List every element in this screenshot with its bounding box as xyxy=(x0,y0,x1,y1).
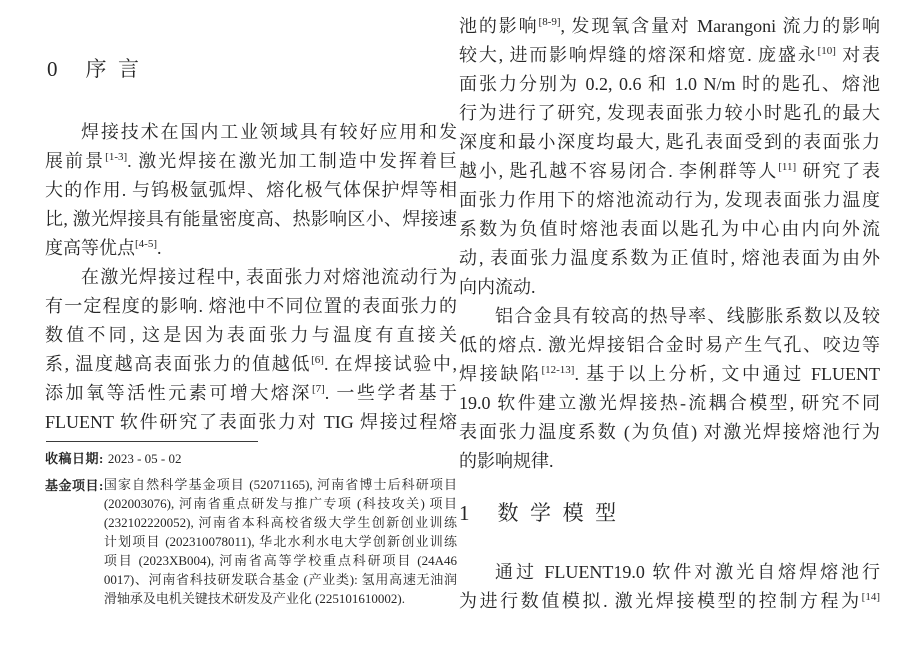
fund-project-row xyxy=(45,475,457,608)
text-line: 展前景[1-3]. 激光焊接在激光加工制造中发挥着巨 xyxy=(45,151,457,171)
text-line: 度高等优点[4-5]. xyxy=(45,238,162,258)
citation-ref: [8-9] xyxy=(538,16,561,28)
section-title: 序言 xyxy=(85,57,151,81)
text-line: 19.0 软件建立激光焊接热-流耦合模型, 研究不同 xyxy=(459,393,880,413)
citation-ref: [6] xyxy=(311,354,324,366)
text-line: 池的影响[8-9], 发现氧含量对 Marangoni 流力的影响 xyxy=(459,16,880,36)
text-line: 动, 表面张力温度系数为正值时, 熔池表面为由外 xyxy=(459,248,880,268)
citation-ref: [11] xyxy=(778,161,797,173)
fund-line: 滑轴承及电机关键技术研发及产业化 (225101610002). xyxy=(103,591,406,606)
received-date-value: 2023 - 05 - 02 xyxy=(107,451,182,466)
paragraph xyxy=(459,302,880,476)
fund-lines xyxy=(104,475,457,608)
citation-ref: [12-13] xyxy=(541,364,575,376)
text-line: 大的作用. 与钨极氩弧焊、熔化极气体保护焊等相 xyxy=(45,180,457,200)
fund-line: 国家自然科学基金项目 (52071165), 河南省博士后科研项目 xyxy=(103,477,457,492)
text-line: 深度和最小深度均最大, 匙孔表面受到的表面张力 xyxy=(459,132,880,152)
text-line: 较大, 进而影响焊缝的熔深和熔宽. 庞盛永[10] 对表 xyxy=(459,45,880,65)
received-date-label: 收稿日期: xyxy=(45,451,104,466)
citation-ref: [4-5] xyxy=(135,238,157,250)
text-line: 焊接技术在国内工业领域具有较好应用和发 xyxy=(81,122,457,142)
text-line: 越小, 匙孔越不容易闭合. 李俐群等人[11] 研究了表 xyxy=(459,161,880,181)
text-line: 面张力作用下的熔池流动行为, 发现表面张力温度 xyxy=(459,190,880,210)
received-date-row xyxy=(45,449,457,468)
text-line: 行为进行了研究, 发现表面张力较小时匙孔的最大 xyxy=(459,103,880,123)
fund-project-label: 基金项目: xyxy=(45,478,104,493)
text-line: FLUENT 软件研究了表面张力对 TIG 焊接过程熔 xyxy=(45,412,457,432)
citation-ref: [14] xyxy=(861,591,880,603)
text-line: 有一定程度的影响. 熔池中不同位置的表面张力的 xyxy=(45,296,457,316)
section-number: 1 xyxy=(459,501,470,525)
text-line: 铝合金具有较高的热导率、线膨胀系数以及较 xyxy=(495,306,880,326)
text-line: 系, 温度越高表面张力的值越低[6]. 在焊接试验中, xyxy=(45,354,457,374)
text-line: 比, 激光焊接具有能量密度高、热影响区小、焊接速 xyxy=(45,209,457,229)
section-title: 数学模型 xyxy=(497,501,628,525)
left-column xyxy=(45,40,457,437)
text-line: 通过 FLUENT19.0 软件对激光自熔焊熔池行 xyxy=(495,562,880,582)
section-heading xyxy=(47,54,457,84)
text-line: 添加氧等活性元素可增大熔深[7]. 一些学者基于 xyxy=(45,383,457,403)
fund-line: 计划项目 (202310078011), 华北水利水电大学创新创业训练 xyxy=(103,534,457,549)
right-column xyxy=(459,12,880,616)
text-line: 焊接缺陷[12-13]. 基于以上分析, 文中通过 FLUENT xyxy=(459,364,880,384)
citation-ref: [10] xyxy=(817,45,836,57)
footnote-rule xyxy=(46,441,258,442)
text-line: 的影响规律. xyxy=(459,451,554,471)
text-line: 面张力分别为 0.2, 0.6 和 1.0 N/m 时的匙孔、熔池 xyxy=(459,74,880,94)
paragraph xyxy=(45,263,457,437)
text-line: 为进行数值模拟. 激光焊接模型的控制方程为[14] xyxy=(459,591,880,611)
section-heading xyxy=(459,498,880,528)
paragraph xyxy=(45,118,457,263)
text-line: 向内流动. xyxy=(459,277,536,297)
text-line: 系数为负值时熔池表面以匙孔为中心由内向外流 xyxy=(459,219,880,239)
text-line: 表面张力温度系数 (为负值) 对激光焊接熔池行为 xyxy=(459,422,880,442)
citation-ref: [7] xyxy=(311,383,325,395)
fund-line: (202003076), 河南省重点研发与推广专项 (科技攻关) 项目 xyxy=(103,496,457,511)
text-line: 在激光焊接过程中, 表面张力对熔池流动行为 xyxy=(81,267,457,287)
fund-line: 项目 (2023XB004), 河南省高等学校重点科研项目 (24A46 xyxy=(103,553,457,568)
paragraph xyxy=(459,558,880,616)
section-number: 0 xyxy=(47,57,58,81)
citation-ref: [1-3] xyxy=(105,151,128,163)
paragraph xyxy=(459,12,880,302)
fund-line: (232102220052), 河南省本科高校省级大学生创新创业训练 xyxy=(103,515,457,530)
fund-line: 0017)、河南省科技研发联合基金 (产业类): 氢用高速无油润 xyxy=(103,572,457,587)
text-line: 数值不同, 这是因为表面张力与温度有直接关 xyxy=(45,325,457,345)
text-line: 低的熔点. 激光焊接铝合金时易产生气孔、咬边等 xyxy=(459,335,880,355)
footnote xyxy=(45,441,457,608)
